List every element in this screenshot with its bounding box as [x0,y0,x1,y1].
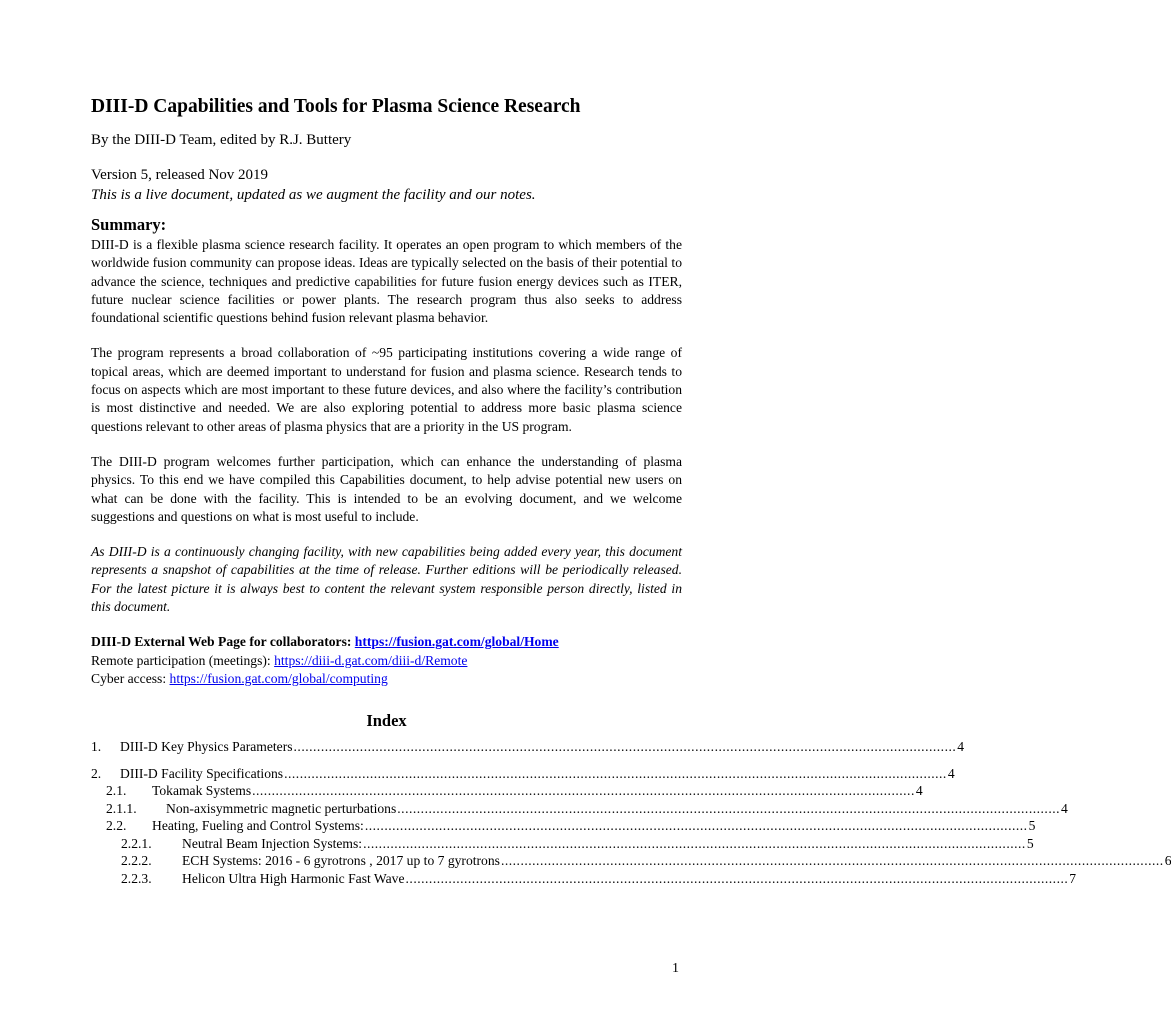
document-version: Version 5, released Nov 2019 [91,167,269,183]
snapshot-note-paragraph: As DIII-D is a continuously changing facility, with new capabilities being added every year, this document represents a snapshot of capabilities at the time of release. Further editions will be periodically released. For the latest picture it is always best to content the relevant system responsible person directly, listed in this document. [91,544,682,615]
toc-entry-number: 2. [91,765,102,781]
summary-paragraph-1: DIII-D is a flexible plasma science research facility. It operates an open program to which members of the worldwide fusion community can propose ideas. Ideas are typically selected on the basis of their potential to advance the science, techniques and predictive capabilities for future fusion energy devices such as ITER, future nuclear science facilities or power plants. The research program thus also seeks to address foundational scientific questions behind fusion relevant plasma behavior. [91,237,682,326]
links-block [91,633,682,688]
toc-entry-page: 4 [957,739,965,755]
toc-entry-text: DIII-D Key Physics Parameters [120,739,293,755]
cyber-access-label: Cyber access: [91,670,170,686]
toc-entry-page: 6 [1164,853,1171,869]
index-heading: Index [366,711,407,731]
remote-participation-link[interactable]: https://diii-d.gat.com/diii-d/Remote [274,652,468,668]
document-title: DIII-D Capabilities and Tools for Plasma Science Research [91,96,581,117]
remote-participation-label: Remote participation (meetings): [91,652,275,668]
toc-entry-page: 4 [947,765,955,781]
web-page-link[interactable]: https://fusion.gat.com/global/Home [354,634,559,650]
toc-entry-number: 2.2.1. [121,835,152,851]
toc-leader-dots: .......................................................................................................................................................................... [363,835,1026,851]
web-page-label: DIII-D External Web Page for collaborators: [91,634,355,650]
summary-paragraph-3: The DIII-D program welcomes further participation, which can enhance the understanding of plasma physics. To this end we have compiled this Capabilities document, to help advise potential new users on what can be done with the facility. This is intended to be an evolving document, and we welcome suggestions and questions on what is most useful to include. [91,453,682,524]
web-page-line [91,633,682,651]
toc-entry[interactable] [91,870,1077,888]
toc-entry-text: Neutral Beam Injection Systems: [182,835,363,851]
toc-entry-number: 1. [91,739,102,755]
toc-entry-number: 2.1.1. [106,800,137,816]
toc-entry-text: DIII-D Facility Specifications [120,765,284,781]
toc-leader-dots: .......................................................................................................................................................................... [405,870,1069,886]
toc-entry[interactable] [91,800,1068,818]
summary-heading: Summary: [91,215,167,234]
document-byline: By the DIII-D Team, edited by R.J. Buttery [91,132,352,148]
toc-entry[interactable] [91,852,1171,870]
document-page [91,94,1171,887]
live-document-note: This is a live document, updated as we augment the facility and our notes. [91,187,536,203]
toc-entry[interactable] [91,817,1036,835]
toc-leader-dots: .......................................................................................................................................................................... [252,783,915,799]
toc-entry-text: Helicon Ultra High Harmonic Fast Wave [182,870,405,886]
cyber-access-link[interactable]: https://fusion.gat.com/global/computing [169,670,388,686]
remote-participation-line [91,652,682,670]
toc-leader-dots: .......................................................................................................................................................................... [397,800,1061,816]
toc-entry-page: 4 [1061,800,1068,816]
toc-entry-page: 7 [1069,870,1077,886]
page-number: 1 [672,961,679,976]
toc-entry-text: Tokamak Systems [152,783,252,799]
toc-entry-number: 2.2.3. [121,870,152,886]
toc-leader-dots: .......................................................................................................................................................................... [500,853,1164,869]
toc-entry-number: 2.2.2. [121,853,152,869]
summary-paragraph-2: The program represents a broad collaboration of ~95 participating institutions covering a wide range of topical areas, which are deemed important to understand for fusion and plasma science. Research tends to focus on aspects which are most important to these future devices, and also where the facility’s contribution is most distinctive and needed. We are also exploring potential to address more basic plasma science questions relevant to other areas of plasma physics that are a priority in the US program. [91,345,682,434]
toc-leader-dots: .......................................................................................................................................................................... [284,765,947,781]
toc-entry-page: 5 [1026,835,1034,851]
toc-entry-text: Heating, Fueling and Control Systems: [152,818,364,834]
toc-leader-dots: .......................................................................................................................................................................... [364,818,1028,834]
cyber-access-line [91,670,682,688]
toc-entry-text: Non-axisymmetric magnetic perturbations [166,800,397,816]
toc-entry[interactable] [91,782,923,800]
toc-entry-page: 4 [915,783,923,799]
toc-entry[interactable] [91,738,965,756]
table-of-contents [91,738,1171,887]
toc-entry-text: ECH Systems: 2016 - 6 gyrotrons , 2017 up to 7 gyrotrons [182,853,500,869]
toc-entry[interactable] [91,835,1034,853]
toc-entry[interactable] [91,765,955,783]
toc-leader-dots: .......................................................................................................................................................................... [293,739,957,755]
toc-entry-number: 2.2. [106,818,127,834]
toc-entry-page: 5 [1028,818,1036,834]
toc-entry-number: 2.1. [106,783,127,799]
